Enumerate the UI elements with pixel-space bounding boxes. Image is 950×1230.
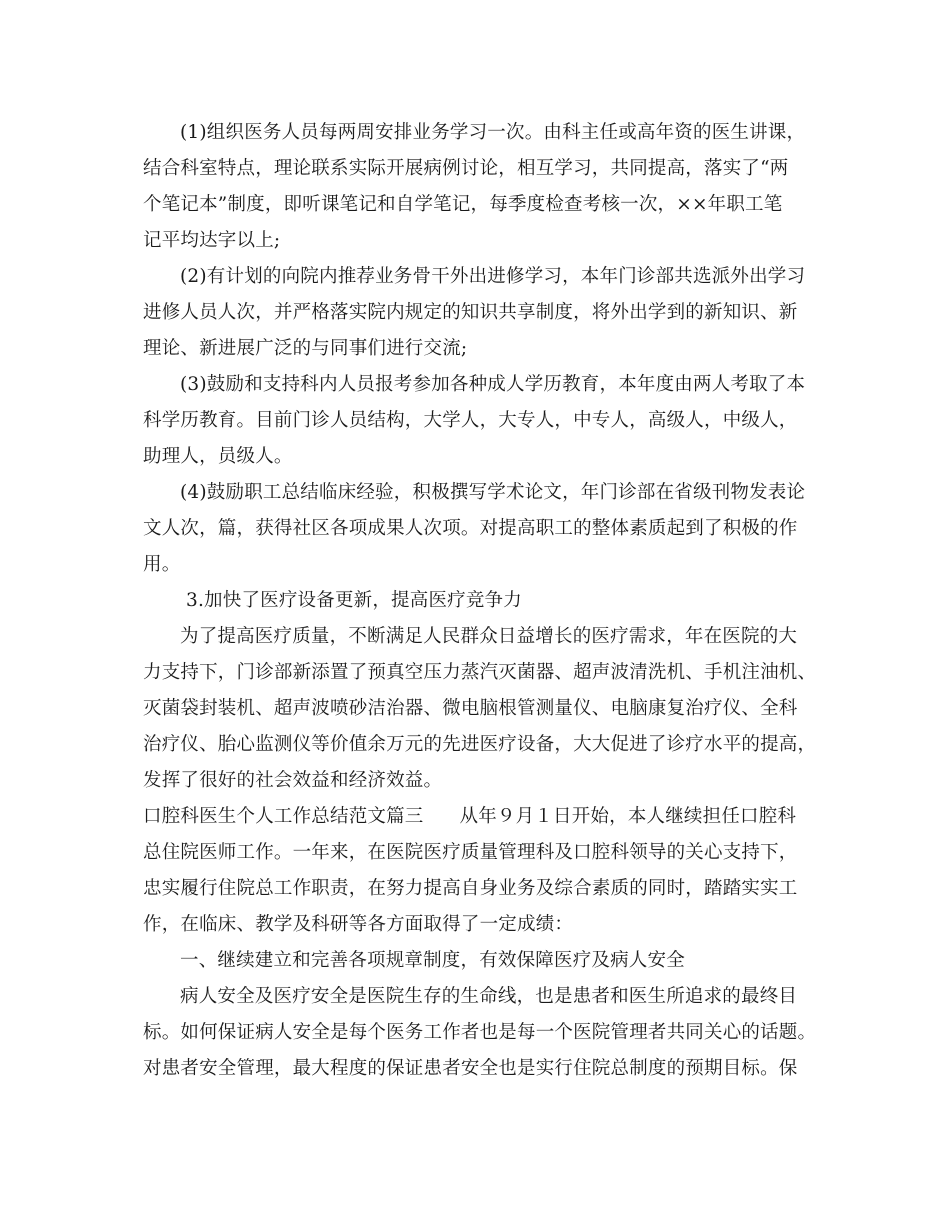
paragraph-5-line-3: 灭菌袋封装机、超声波喷砂洁治器、微电脑根管测量仪、电脑康复治疗仪、全科 [143, 698, 798, 719]
paragraph-5-line-4: 治疗仪、胎心监测仪等价值余万元的先进医疗设备，大大促进了诊疗水平的提高， [143, 734, 817, 755]
paragraph-5-line-1: 为了提高医疗质量，不断满足人民群众日益增长的医疗需求，年在医院的大 [180, 626, 798, 647]
paragraph-1-line-3: 个笔记本”制度，即听课笔记和自学笔记，每季度检查考核一次，××年职工笔 [143, 194, 783, 215]
paragraph-2-line-2: 进修人员人次，并严格落实院内规定的知识共享制度，将外出学到的新知识、新 [143, 302, 798, 323]
paragraph-3-line-2: 科学历教育。目前门诊人员结构，大学人，大专人，中专人，高级人，中级人， [143, 410, 798, 431]
paragraph-7-line-3: 对患者安全管理，最大程度的保证患者安全也是实行住院总制度的预期目标。保 [143, 1058, 798, 1079]
paragraph-5-line-2: 力支持下，门诊部新添置了预真空压力蒸汽灭菌器、超声波清洗机、手机注油机、 [143, 662, 817, 683]
paragraph-4-line-3: 用。 [143, 554, 181, 575]
section-title: 口腔科医生个人工作总结范文篇三 [143, 806, 424, 827]
paragraph-3-line-3: 助理人，员级人。 [143, 446, 293, 467]
paragraph-4-line-2: 文人次，篇，获得社区各项成果人次项。对提高职工的整体素质起到了积极的作 [143, 518, 798, 539]
paragraph-6-line-4: 作，在临床、教学及科研等各方面取得了一定成绩： [143, 914, 574, 935]
paragraph-7-line-1: 病人安全及医疗安全是医院生存的生命线，也是患者和医生所追求的最终目 [180, 986, 798, 1007]
section-heading-3: 3.加快了医疗设备更新，提高医疗竞争力 [186, 590, 522, 611]
paragraph-3-line-1: (3)鼓励和支持科内人员报考参加各种成人学历教育，本年度由两人考取了本 [180, 374, 806, 395]
paragraph-2-line-3: 理论、新进展广泛的与同事们进行交流; [143, 338, 468, 359]
section-heading-one: 一、继续建立和完善各项规章制度，有效保障医疗及病人安全 [180, 950, 685, 971]
paragraph-7-line-2: 标。如何保证病人安全是每个医务工作者也是每一个医院管理者共同关心的话题。 [143, 1022, 817, 1043]
paragraph-6-line-3: 忠实履行住院总工作职责，在努力提高自身业务及综合素质的同时，踏踏实实工 [143, 878, 798, 899]
paragraph-4-line-1: (4)鼓励职工总结临床经验，积极撰写学术论文，年门诊部在省级刊物发表论 [180, 482, 806, 503]
paragraph-6-line-1: 从年９月１日开始，本人继续担任口腔科 [459, 806, 797, 827]
paragraph-1-line-4: 记平均达字以上; [143, 230, 281, 251]
title-line [143, 805, 796, 829]
paragraph-5-line-5: 发挥了很好的社会效益和经济效益。 [143, 770, 443, 791]
paragraph-1-line-2: 结合科室特点，理论联系实际开展病例讨论，相互学习，共同提高，落实了“两 [143, 158, 789, 179]
paragraph-2-line-1: (2)有计划的向院内推荐业务骨干外出进修学习，本年门诊部共选派外出学习 [180, 266, 806, 287]
paragraph-1-line-1: (1)组织医务人员每两周安排业务学习一次。由科主任或高年资的医生讲课， [180, 122, 806, 143]
paragraph-6-line-2: 总住院医师工作。一年来，在医院医疗质量管理科及口腔科领导的关心支持下， [143, 842, 798, 863]
